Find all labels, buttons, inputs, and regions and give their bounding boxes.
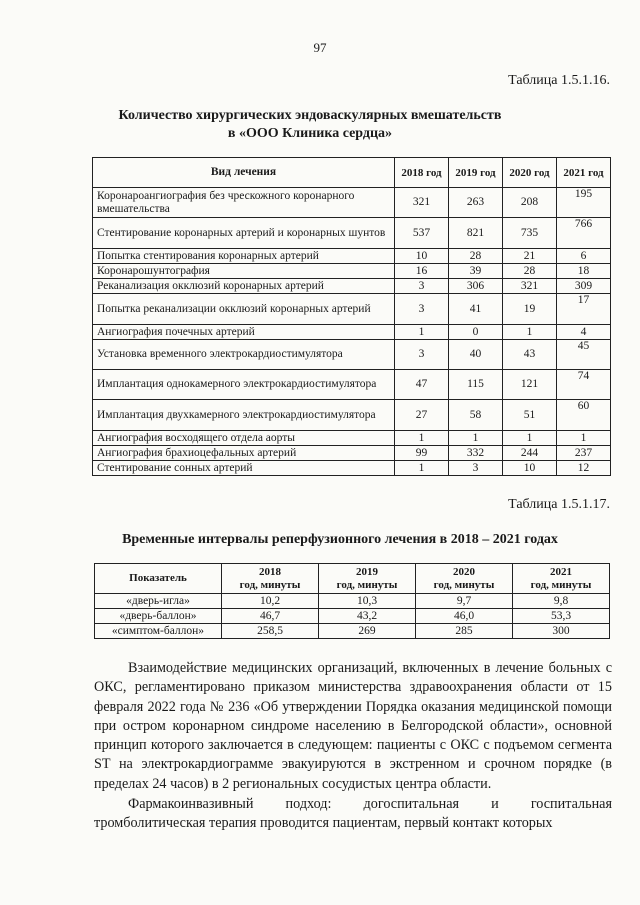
cell-2019: 306 <box>449 279 503 294</box>
table1-caption <box>20 107 600 143</box>
cell-2018: 10,2 <box>222 594 319 609</box>
cell-2020: 46,0 <box>416 609 513 624</box>
page-number: 97 <box>313 40 327 55</box>
cell-2019: 3 <box>449 461 503 476</box>
table-row <box>95 624 610 639</box>
cell-2019: 10,3 <box>319 594 416 609</box>
cell-2019: 28 <box>449 249 503 264</box>
interventions-table <box>92 157 611 476</box>
row-name: Имплантация однокамерного электрокардиостимулятора <box>93 370 395 400</box>
cell-2021: 6 <box>557 249 611 264</box>
cell-2019: 39 <box>449 264 503 279</box>
table-row <box>93 279 611 294</box>
cell-2021: 18 <box>557 264 611 279</box>
col-header-2021: 2021 год <box>557 158 611 188</box>
table1-id-label: Таблица 1.5.1.16. <box>508 73 610 88</box>
cell-2021: 12 <box>557 461 611 476</box>
row-name: Ангиография почечных артерий <box>93 325 395 340</box>
cell-2019: 0 <box>449 325 503 340</box>
cell-2020: 9,7 <box>416 594 513 609</box>
col-header-2018 <box>222 564 319 594</box>
cell-2018: 1 <box>395 431 449 446</box>
cell-2019: 41 <box>449 294 503 325</box>
table1-caption-line1: Количество хирургических эндоваскулярных вмешательств <box>118 108 502 123</box>
cell-2018: 10 <box>395 249 449 264</box>
cell-2020: 51 <box>503 400 557 431</box>
table-row <box>93 400 611 431</box>
cell-2020: 321 <box>503 279 557 294</box>
cell-2018: 1 <box>395 325 449 340</box>
row-name: Коронароангиография без чрескожного коронарного вмешательства <box>93 188 395 218</box>
col-header-2018: 2018 год <box>395 158 449 188</box>
cell-2020: 121 <box>503 370 557 400</box>
row-name: Ангиография восходящего отдела аорты <box>93 431 395 446</box>
cell-2021: 60 <box>557 400 611 431</box>
cell-2018: 3 <box>395 279 449 294</box>
table-header-row <box>95 564 610 594</box>
col-header-2021-year: 2021 <box>550 565 572 578</box>
col-header-2021-unit: год, минуты <box>530 578 592 591</box>
table-row <box>93 431 611 446</box>
row-name: Коронарошунтография <box>93 264 395 279</box>
col-header-2019-unit: год, минуты <box>336 578 398 591</box>
row-name: Реканализация окклюзий коронарных артерий <box>93 279 395 294</box>
col-header-name: Вид лечения <box>93 158 395 188</box>
cell-2021: 237 <box>557 446 611 461</box>
col-header-2020-unit: год, минуты <box>433 578 495 591</box>
cell-2021: 74 <box>557 370 611 400</box>
row-name: Имплантация двухкамерного электрокардиостимулятора <box>93 400 395 431</box>
cell-2020: 21 <box>503 249 557 264</box>
cell-2018: 99 <box>395 446 449 461</box>
table-row <box>93 249 611 264</box>
reperfusion-intervals-table <box>94 563 610 639</box>
row-name: Установка временного электрокардиостимулятора <box>93 340 395 370</box>
cell-2020: 285 <box>416 624 513 639</box>
cell-2018: 3 <box>395 294 449 325</box>
col-header-2019-year: 2019 <box>356 565 378 578</box>
cell-2021: 17 <box>557 294 611 325</box>
cell-2021: 9,8 <box>513 594 610 609</box>
cell-2021: 309 <box>557 279 611 294</box>
cell-2020: 1 <box>503 431 557 446</box>
table-row <box>93 446 611 461</box>
cell-2020: 19 <box>503 294 557 325</box>
cell-2020: 10 <box>503 461 557 476</box>
table-header-row <box>93 158 611 188</box>
row-name: Попытка реканализации окклюзий коронарных артерий <box>93 294 395 325</box>
col-header-2018-unit: год, минуты <box>239 578 301 591</box>
col-header-2018-year: 2018 <box>259 565 281 578</box>
cell-2021: 1 <box>557 431 611 446</box>
col-header-2020: 2020 год <box>503 158 557 188</box>
cell-2019: 40 <box>449 340 503 370</box>
cell-2021: 300 <box>513 624 610 639</box>
cell-2018: 1 <box>395 461 449 476</box>
cell-2019: 332 <box>449 446 503 461</box>
table-row <box>93 294 611 325</box>
body-paragraph-1: Взаимодействие медицинских организаций, включенных в лечение больных с ОКС, регламентировано приказом министерства здравоохранения области от 15 февраля 2022 года № 236 «Об утверждении Порядка оказания медицинской помощи при остром коронарном синдроме населению в Белгородской области», основной принцип которого заключается в следующем: пациенты с ОКС с подъемом сегмента ST на электрокардиограмме эвакуируются в экстренном и срочном порядке (в пределах 24 часов) в 2 региональных сосудистых центра области. <box>94 660 612 792</box>
cell-2020: 28 <box>503 264 557 279</box>
col-header-2019: 2019 год <box>449 158 503 188</box>
cell-2018: 16 <box>395 264 449 279</box>
cell-2019: 115 <box>449 370 503 400</box>
row-name: Стентирование сонных артерий <box>93 461 395 476</box>
cell-2021: 53,3 <box>513 609 610 624</box>
row-name: «симптом-баллон» <box>95 624 222 639</box>
table-row <box>93 264 611 279</box>
cell-2020: 735 <box>503 218 557 249</box>
col-header-2019 <box>319 564 416 594</box>
row-name: «дверь-игла» <box>95 594 222 609</box>
cell-2019: 1 <box>449 431 503 446</box>
body-paragraph-2: Фармакоинвазивный подход: догоспитальная и госпитальная тромболитическая терапия проводится пациентам, первый контакт которых <box>94 796 612 832</box>
table-row <box>93 461 611 476</box>
cell-2018: 537 <box>395 218 449 249</box>
cell-2018: 321 <box>395 188 449 218</box>
cell-2021: 4 <box>557 325 611 340</box>
table1-caption-line2: в «ООО Клиника сердца» <box>227 126 393 141</box>
row-name: Стентирование коронарных артерий и коронарных шунтов <box>93 218 395 249</box>
col-header-indicator: Показатель <box>95 564 222 594</box>
cell-2019: 269 <box>319 624 416 639</box>
table-row <box>93 340 611 370</box>
cell-2019: 821 <box>449 218 503 249</box>
col-header-2021 <box>513 564 610 594</box>
cell-2018: 27 <box>395 400 449 431</box>
cell-2018: 47 <box>395 370 449 400</box>
cell-2018: 46,7 <box>222 609 319 624</box>
table2-id-label: Таблица 1.5.1.17. <box>508 497 610 512</box>
cell-2019: 263 <box>449 188 503 218</box>
row-name: «дверь-баллон» <box>95 609 222 624</box>
col-header-2020 <box>416 564 513 594</box>
cell-2018: 3 <box>395 340 449 370</box>
table-row <box>95 594 610 609</box>
cell-2019: 43,2 <box>319 609 416 624</box>
cell-2020: 1 <box>503 325 557 340</box>
table-row <box>93 370 611 400</box>
cell-2019: 58 <box>449 400 503 431</box>
cell-2021: 195 <box>557 188 611 218</box>
cell-2020: 244 <box>503 446 557 461</box>
table-row <box>95 609 610 624</box>
cell-2021: 45 <box>557 340 611 370</box>
cell-2020: 208 <box>503 188 557 218</box>
cell-2020: 43 <box>503 340 557 370</box>
table2-caption: Временные интервалы реперфузионного лечения в 2018 – 2021 годах <box>122 532 558 547</box>
row-name: Попытка стентирования коронарных артерий <box>93 249 395 264</box>
table-row <box>93 218 611 249</box>
cell-2021: 766 <box>557 218 611 249</box>
table-row <box>93 325 611 340</box>
cell-2018: 258,5 <box>222 624 319 639</box>
col-header-2020-year: 2020 <box>453 565 475 578</box>
row-name: Ангиография брахиоцефальных артерий <box>93 446 395 461</box>
table-row <box>93 188 611 218</box>
